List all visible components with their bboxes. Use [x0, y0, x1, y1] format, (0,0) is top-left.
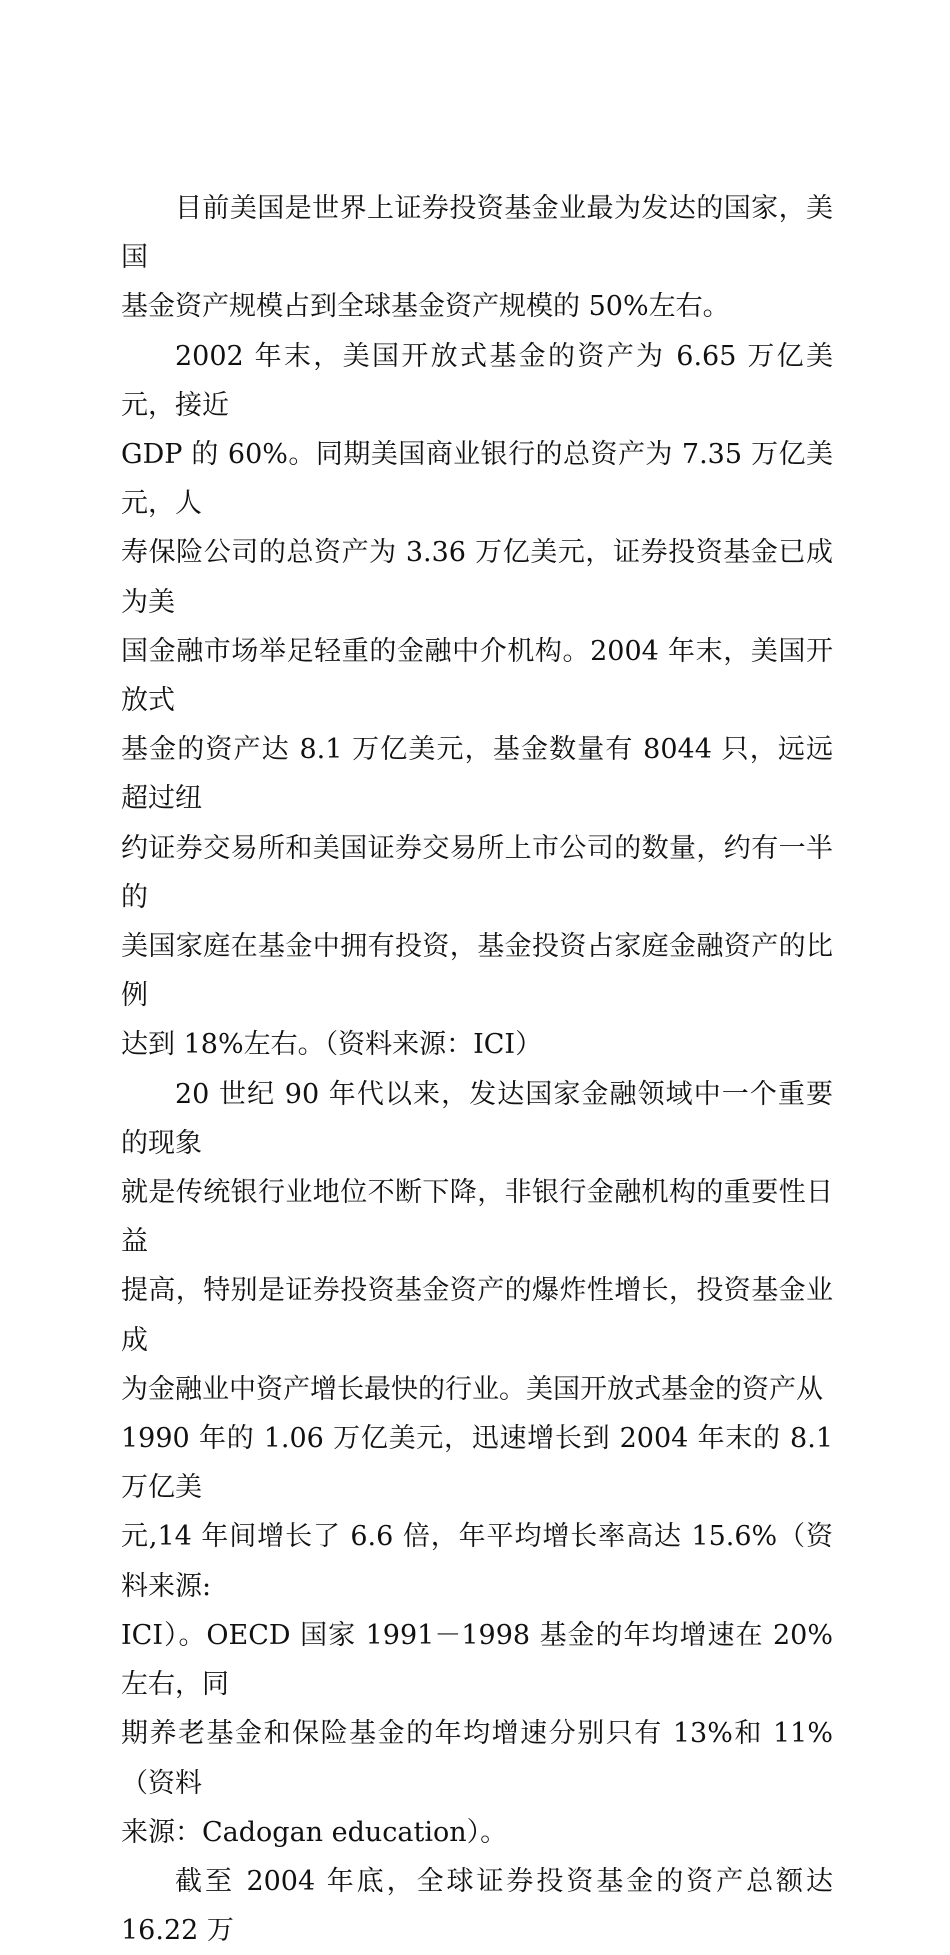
document-body: [121, 184, 833, 1955]
paragraph-2002-2004-assets: 2002 年末，美国开放式基金的资产为 6.65 万亿美元，接近 GDP 的 60%。同期美国商业银行的总资产为 7.35 万亿美元，人 寿保险公司的总资产为 3.36 万亿美元，证券投资基金已成为美 国金融市场举足轻重的金融中介机构。2004 年末，美国开放式 基金的资产达 8.1 万亿美元，基金数量有 8044 只，远远超过纽 约证券交易所和美国证券交易所上市公司的数量，约有一半的 美国家庭在基金中拥有投资，基金投资占家庭金融资产的比例 达到 18%左右。（资料来源：ICI）: [121, 340, 833, 1061]
paragraph-global-2004: 截至 2004 年底，全球证券投资基金的资产总额达 16.22 万: [121, 1865, 833, 1947]
paragraph-1990s-growth: 20 世纪 90 年代以来，发达国家金融领域中一个重要的现象 就是传统银行业地位不断下降，非银行金融机构的重要性日益 提高，特别是证券投资基金资产的爆炸性增长，投资基金业成 为金融业中资产增长最快的行业。美国开放式基金的资产从 1990 年的 1.06 万亿美元，迅速增长到 2004 年末的 8.1 万亿美 元,14 年间增长了 6.6 倍，年平均增长率高达 15.6%（资料来源: ICI）。OECD 国家 1991－1998 基金的年均增速在 20%左右，同 期养老基金和保险基金的年均增速分别只有 13%和 11%（资料 来源：Cadogan education）。: [121, 1078, 833, 1848]
paragraph-us-fund-leadership: 目前美国是世界上证券投资基金业最为发达的国家，美国 基金资产规模占到全球基金资产规模的 50%左右。: [121, 193, 833, 323]
